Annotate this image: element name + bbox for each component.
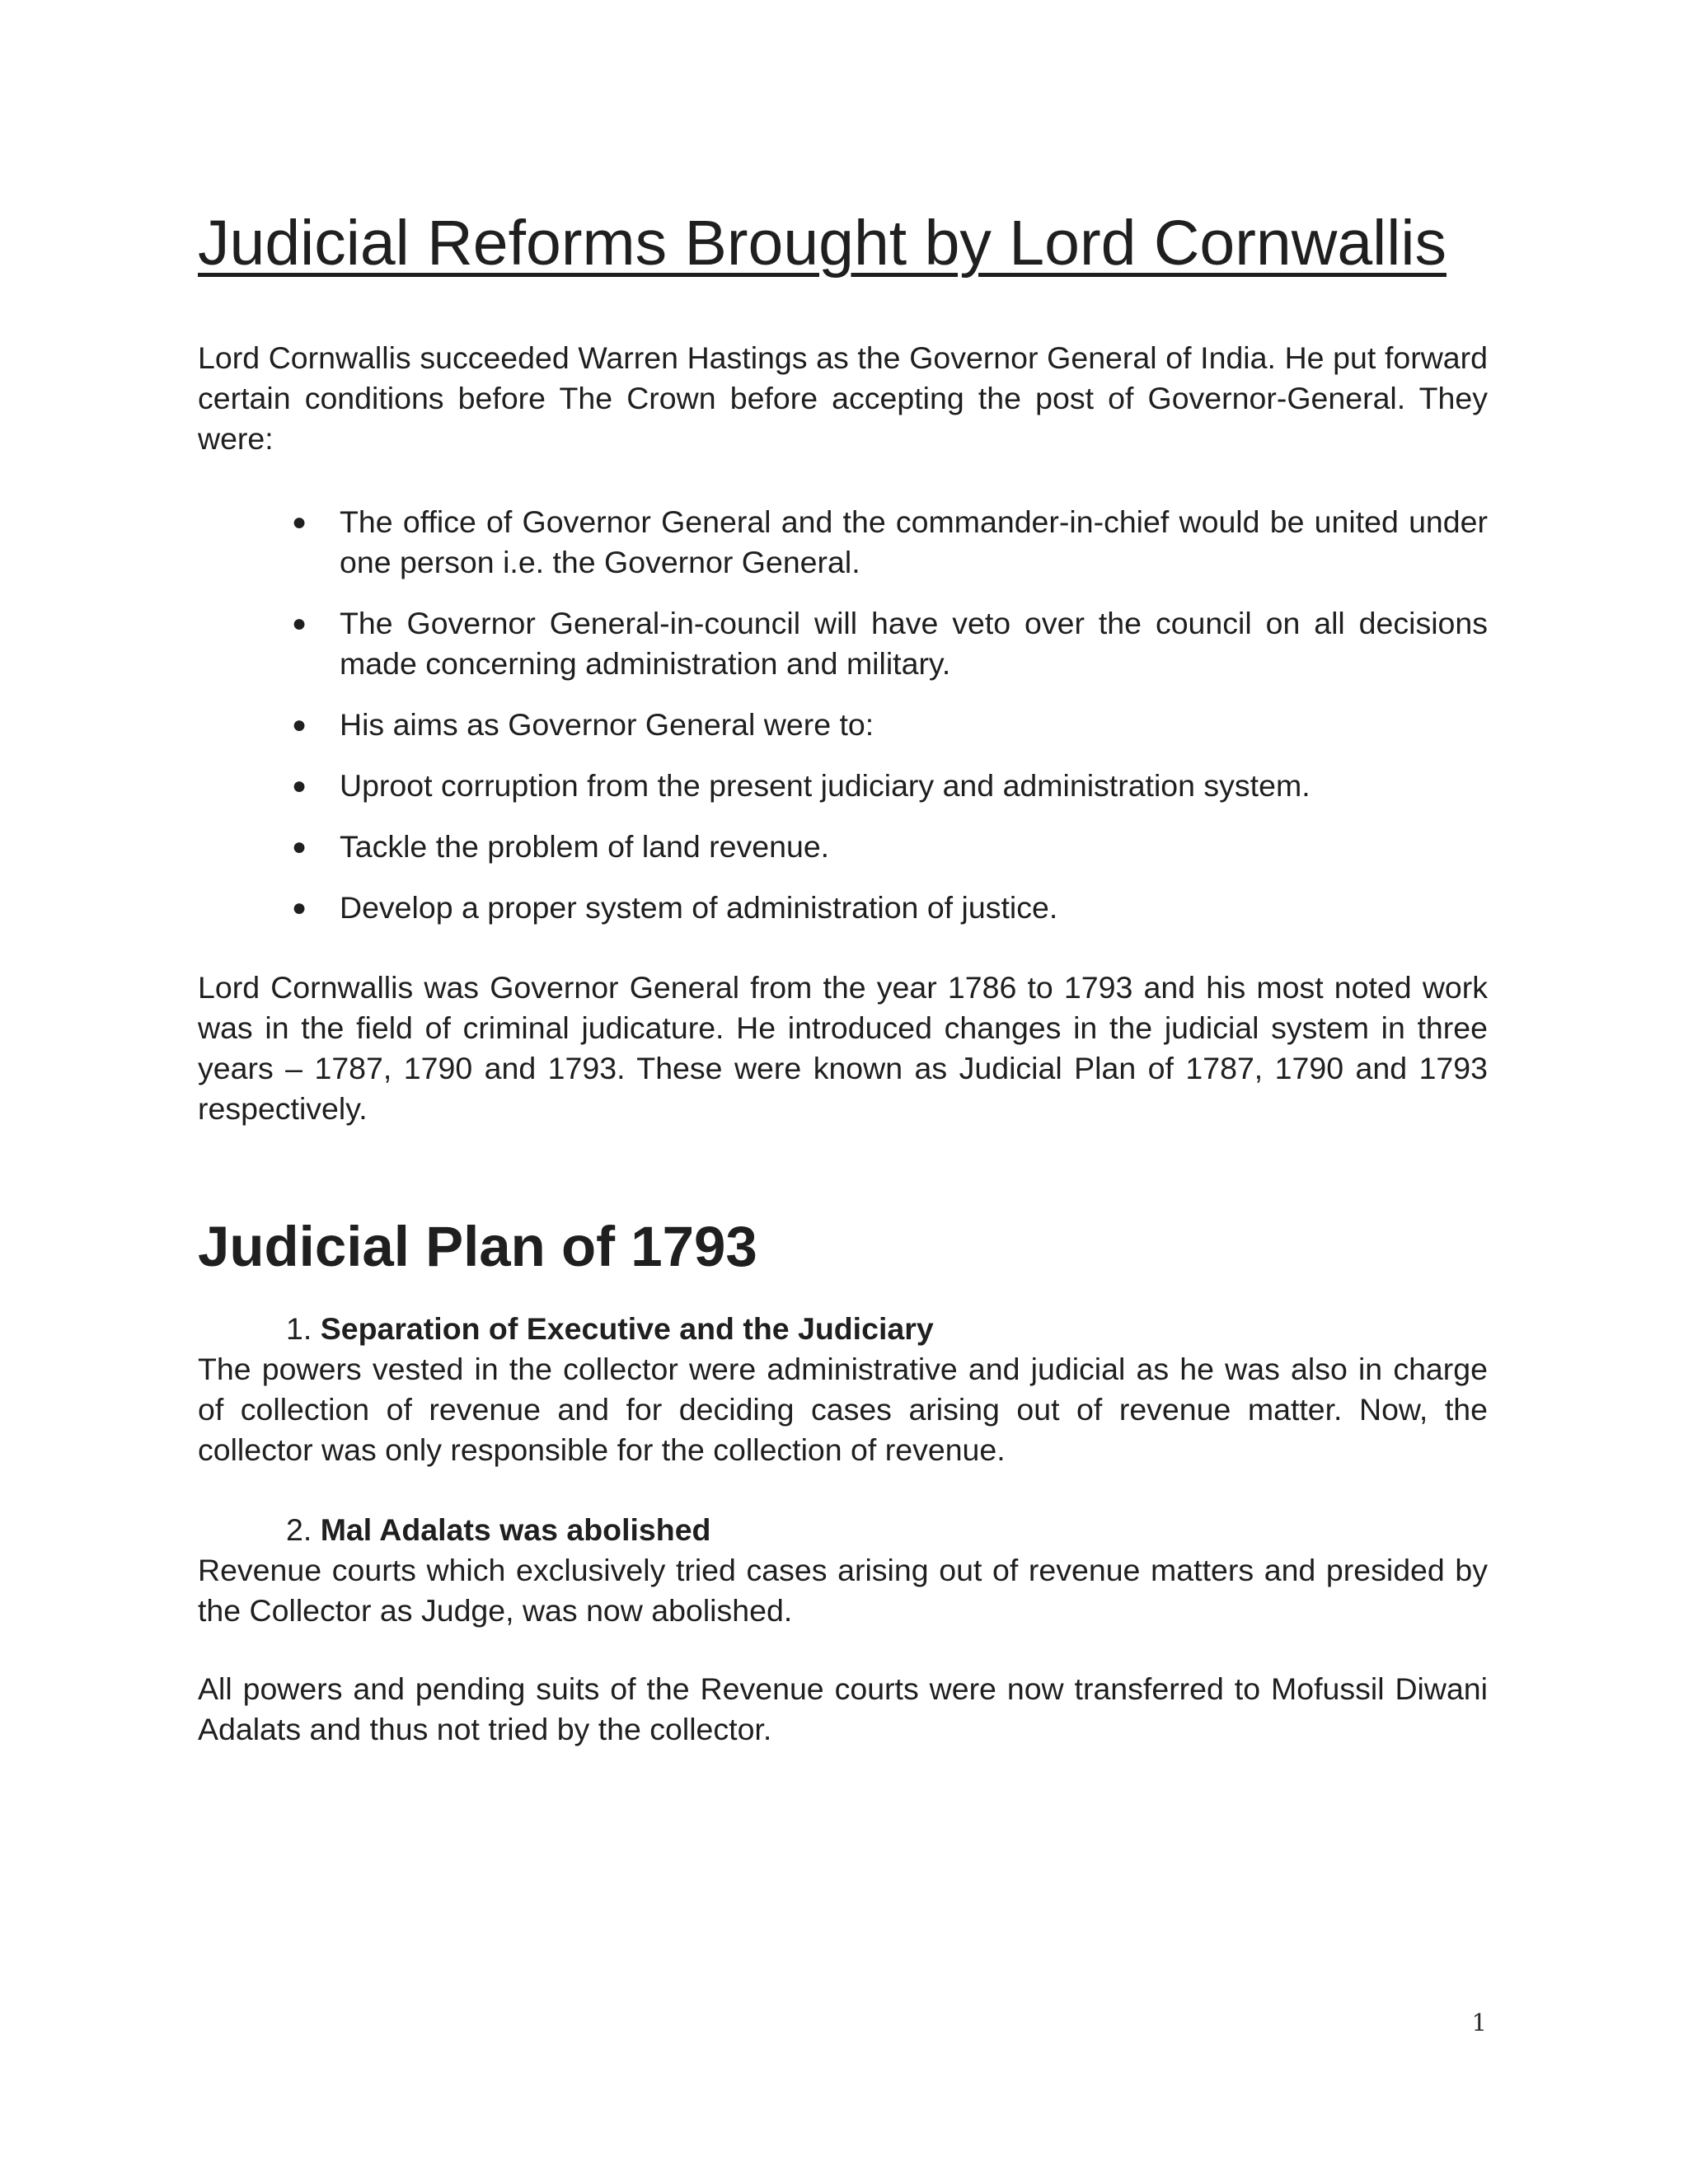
bullet-icon: ● [292, 833, 307, 860]
summary-paragraph: Lord Cornwallis was Governor General from the year 1786 to 1793 and his most noted work was in the field of criminal judicature. He introduced changes in the judicial system in three years – 1787, 1790 and 1793. These were known as Judicial Plan of 1787, 1790 and 1793 respectively. [198, 970, 1488, 1126]
point-title: Separation of Executive and the Judiciary [320, 1311, 934, 1346]
bullet-icon: ● [292, 711, 307, 738]
list-item-text: Develop a proper system of administration of justice. [340, 890, 1058, 925]
bullet-icon: ● [292, 610, 307, 637]
point-body: The powers vested in the collector were administrative and judicial as he was also in charge of collection of revenue and for deciding cases arising out of revenue matter. Now, the collector was only responsible for the collection of revenue. [198, 1352, 1488, 1467]
list-item [292, 888, 1488, 928]
conditions-list [198, 502, 1488, 928]
bullet-icon: ● [292, 772, 307, 799]
list-item-text: His aims as Governor General were to: [340, 707, 874, 742]
document-body [198, 202, 1488, 1750]
section-heading: Judicial Plan of 1793 [198, 1215, 757, 1278]
point-number: 2. [286, 1512, 312, 1547]
list-item [292, 705, 1488, 745]
list-item [292, 502, 1488, 583]
point-title: Mal Adalats was abolished [320, 1512, 711, 1547]
list-item-text: Uproot corruption from the present judiciary and administration system. [340, 768, 1311, 803]
point-body: Revenue courts which exclusively tried cases arising out of revenue matters and presided by the Collector as Judge, was now abolished. [198, 1553, 1488, 1628]
list-item-text: The Governor General-in-council will have veto over the council on all decisions made concerning administration and military. [340, 606, 1488, 681]
list-item [292, 603, 1488, 684]
point-heading [198, 1510, 1488, 1550]
bullet-icon: ● [292, 509, 307, 536]
document-title: Judicial Reforms Brought by Lord Cornwallis [198, 208, 1447, 279]
list-item-text: The office of Governor General and the commander-in-chief would be united under one person i.e. the Governor General. [340, 504, 1488, 579]
list-item-text: Tackle the problem of land revenue. [340, 829, 830, 864]
page-number: 1 [1471, 2008, 1487, 2036]
bullet-icon: ● [292, 894, 307, 921]
intro-paragraph: Lord Cornwallis succeeded Warren Hastings as the Governor General of India. He put forward certain conditions before The Crown before accepting the post of Governor-General. They were: [198, 340, 1488, 456]
point-number: 1. [286, 1311, 312, 1346]
closing-paragraph: All powers and pending suits of the Revenue courts were now transferred to Mofussil Diwani Adalats and thus not tried by the collector. [198, 1671, 1488, 1746]
point-heading [198, 1309, 1488, 1349]
list-item [292, 766, 1488, 806]
list-item [292, 827, 1488, 867]
